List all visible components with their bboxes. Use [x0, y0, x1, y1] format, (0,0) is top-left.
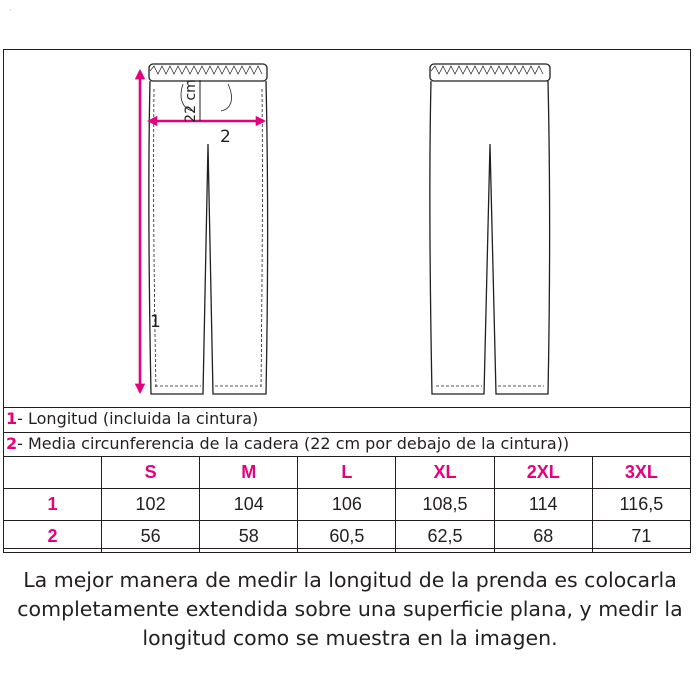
table-cell: 60,5 — [298, 521, 396, 553]
pants-front-view — [149, 64, 268, 394]
back-elastic-gathers — [431, 66, 543, 74]
size-header: 3XL — [592, 457, 690, 489]
legend-hip-text: - Media circunferencia de la cadera (22 cm por debajo de la cintura)) — [17, 434, 570, 453]
table-cell: 56 — [102, 521, 200, 553]
measuring-note — [0, 566, 700, 653]
table-cell: 62,5 — [396, 521, 494, 553]
pants-diagram — [3, 49, 691, 407]
table-cell: 116,5 — [592, 489, 690, 521]
size-header: L — [298, 457, 396, 489]
note-line: completamente extendida sobre una superficie plana, y medir la — [17, 597, 683, 621]
table-cell: 114 — [494, 489, 592, 521]
offset-label: 22 cm — [183, 79, 199, 123]
measurement-arrows — [140, 71, 264, 392]
row-label: 2 — [4, 521, 102, 553]
size-header: 2XL — [494, 457, 592, 489]
length-label: 1 — [150, 312, 161, 332]
size-header: M — [200, 457, 298, 489]
table-cell: 106 — [298, 489, 396, 521]
table-row — [4, 521, 691, 553]
front-elastic-gathers — [150, 66, 262, 74]
corner-cell — [4, 457, 102, 489]
size-table — [3, 456, 691, 553]
table-cell: 71 — [592, 521, 690, 553]
table-cell: 68 — [494, 521, 592, 553]
table-row — [4, 489, 691, 521]
legend-length-text: - Longitud (incluida la cintura) — [17, 409, 259, 428]
front-left-seam — [154, 89, 156, 389]
table-cell: 102 — [102, 489, 200, 521]
note-line: longitud como se muestra en la imagen. — [142, 626, 558, 650]
back-outline — [430, 81, 550, 394]
row-label: 1 — [4, 489, 102, 521]
table-cell: 108,5 — [396, 489, 494, 521]
legend-hip — [3, 432, 691, 456]
legend-length-number: 1 — [6, 409, 18, 428]
legend-length — [3, 407, 691, 431]
pants-back-view — [430, 64, 550, 394]
size-header: XL — [396, 457, 494, 489]
front-right-seam — [261, 89, 262, 389]
note-line: La mejor manera de medir la longitud de la prenda es colocarla — [23, 568, 677, 592]
front-outline — [149, 81, 268, 394]
hip-label: 2 — [220, 127, 231, 147]
corner-mark: · — [9, 6, 12, 15]
legend-hip-number: 2 — [6, 434, 18, 453]
table-cell: 58 — [200, 521, 298, 553]
table-cell: 104 — [200, 489, 298, 521]
size-header-row — [4, 457, 691, 489]
size-header: S — [102, 457, 200, 489]
